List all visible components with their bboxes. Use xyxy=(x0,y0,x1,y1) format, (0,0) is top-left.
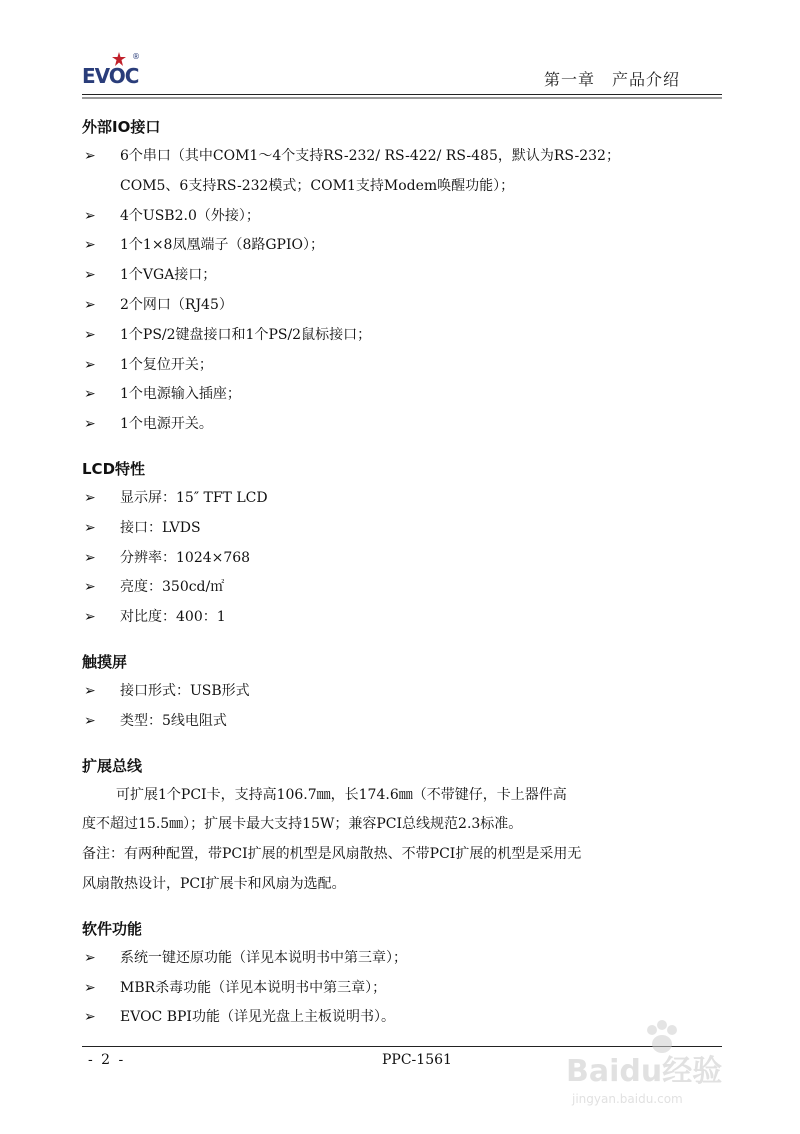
arrow-bullet-icon: ➢ xyxy=(84,712,96,729)
list-item: ➢ 对比度：400：1 xyxy=(82,603,722,633)
list-item: ➢ 6个串口（其中COM1～4个支持RS-232/ RS-422/ RS-485，默认为RS-232； COM5、6支持RS-232模式；COM1支持Modem唤醒功能）； xyxy=(82,142,722,202)
list-item: ➢ 1个VGA接口； xyxy=(82,261,722,291)
arrow-bullet-icon: ➢ xyxy=(84,326,96,343)
io-list xyxy=(82,142,722,440)
arrow-bullet-icon: ➢ xyxy=(84,356,96,373)
list-item: ➢ 2个网口（RJ45） xyxy=(82,291,722,321)
arrow-bullet-icon: ➢ xyxy=(84,682,96,699)
watermark-url: jingyan.baidu.com xyxy=(572,1092,683,1106)
registered-mark: ® xyxy=(132,52,140,61)
list-item: ➢ 亮度：350cd/㎡ xyxy=(82,573,722,603)
list-item: ➢ 类型：5线电阻式 xyxy=(82,707,722,737)
chapter-title: 第一章 产品介绍 xyxy=(543,70,680,89)
touchscreen-list xyxy=(82,677,722,737)
arrow-bullet-icon: ➢ xyxy=(84,489,96,506)
evoc-logo xyxy=(82,52,142,88)
arrow-bullet-icon: ➢ xyxy=(84,148,96,164)
arrow-bullet-icon: ➢ xyxy=(84,579,96,596)
arrow-bullet-icon: ➢ xyxy=(84,949,96,966)
arrow-bullet-icon: ➢ xyxy=(84,549,96,566)
arrow-bullet-icon: ➢ xyxy=(84,237,96,254)
model-number: PPC-1561 xyxy=(382,1052,452,1068)
arrow-bullet-icon: ➢ xyxy=(84,416,96,433)
list-item: ➢ 接口：LVDS xyxy=(82,514,722,544)
arrow-bullet-icon: ➢ xyxy=(84,267,96,284)
list-item: ➢ EVOC BPI功能（详见光盘上主板说明书）。 xyxy=(82,1003,722,1033)
header-rule-thick xyxy=(82,97,722,99)
baidu-watermark xyxy=(566,1018,772,1122)
expansion-paragraph: 可扩展1个PCI卡，支持高106.7㎜，长174.6㎜（不带键仔，卡上器件高 度不超过15.5㎜）；扩展卡最大支持15W；兼容PCI总线规范2.3标准。 xyxy=(82,786,567,833)
list-item: ➢ MBR杀毒功能（详见本说明书中第三章）； xyxy=(82,974,722,1004)
arrow-bullet-icon: ➢ xyxy=(84,609,96,626)
list-item: ➢ 显示屏：15″ TFT LCD xyxy=(82,484,722,514)
section-title-io: 外部IO接口 xyxy=(82,118,161,136)
section-title-expansion: 扩展总线 xyxy=(82,756,143,775)
header-rule xyxy=(82,94,722,95)
arrow-bullet-icon: ➢ xyxy=(84,519,96,536)
page-content xyxy=(82,112,722,1033)
list-item: ➢ 1个PS/2键盘接口和1个PS/2鼠标接口； xyxy=(82,321,722,351)
list-item: ➢ 系统一键还原功能（详见本说明书中第三章）； xyxy=(82,944,722,974)
arrow-bullet-icon: ➢ xyxy=(84,1009,96,1026)
arrow-bullet-icon: ➢ xyxy=(84,207,96,224)
page-number: - 2 - xyxy=(88,1052,126,1068)
list-item: ➢ 接口形式：USB形式 xyxy=(82,677,722,707)
list-item: ➢ 4个USB2.0（外接）； xyxy=(82,202,722,232)
section-title-software: 软件功能 xyxy=(82,919,143,938)
watermark-text: Baidu经验 xyxy=(566,1054,723,1089)
arrow-bullet-icon: ➢ xyxy=(84,296,96,313)
list-item: ➢ 1个电源输入插座； xyxy=(82,380,722,410)
list-item: ➢ 1个1×8凤凰端子（8路GPIO）； xyxy=(82,231,722,261)
list-item: ➢ 1个复位开关； xyxy=(82,351,722,381)
arrow-bullet-icon: ➢ xyxy=(84,979,96,996)
logo-text: EVOC xyxy=(82,64,139,88)
arrow-bullet-icon: ➢ xyxy=(84,386,96,403)
list-item: ➢ 1个电源开关。 xyxy=(82,410,722,440)
lcd-list xyxy=(82,484,722,633)
section-title-lcd: LCD特性 xyxy=(82,459,146,478)
section-title-touchscreen: 触摸屏 xyxy=(82,652,128,671)
list-item: ➢ 分辨率：1024×768 xyxy=(82,544,722,574)
note-paragraph: 备注：有两种配置，带PCI扩展的机型是风扇散热、不带PCI扩展的机型是采用无 风扇散热设计，PCI扩展卡和风扇为选配。 xyxy=(82,846,582,892)
